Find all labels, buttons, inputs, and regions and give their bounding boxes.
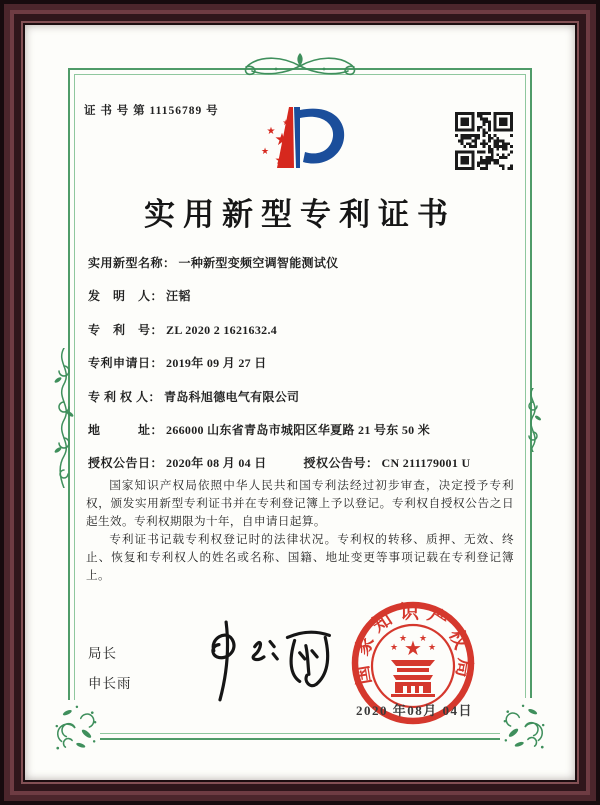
national-emblem-icon (372, 625, 454, 707)
field-value: ZL 2020 2 1621632.4 (166, 322, 278, 337)
field-value: 266000 山东省青岛市城阳区华夏路 21 号东 50 米 (166, 422, 431, 437)
field-row-filing-date (88, 357, 518, 370)
field-row-patent-no (88, 324, 518, 337)
svg-text:★: ★ (418, 634, 428, 644)
legal-paragraph-2: 专利证书记载专利权登记时的法律状况。专利权的转移、质押、无效、终止、恢复和专利权人的姓名或名称、国籍、地址变更等事项记载在专利登记簿上。 (86, 533, 514, 582)
field-value: 青岛科旭德电气有限公司 (164, 389, 300, 404)
svg-text:★: ★ (274, 130, 290, 150)
officer-block (88, 642, 132, 692)
qr-code (455, 112, 513, 170)
svg-text:★: ★ (282, 118, 290, 127)
legal-paragraph-1: 国家知识产权局依照中华人民共和国专利法经过初步审查，决定授予专利权，颁发实用新型专利证书并在专利登记簿上予以登记。专利权自授权公告之日起生效。专利权期限为十年，自申请日起算。 (86, 479, 514, 528)
certificate-number: 证 书 号 第 11156789 号 (84, 105, 219, 117)
field-value: 一种新型变频空调智能测试仪 (178, 256, 339, 270)
svg-text:★: ★ (260, 147, 270, 157)
field-row-name (88, 257, 518, 270)
field-label: 专 利 号： (88, 322, 164, 337)
seal-text: 国家知识产权局 (350, 602, 476, 686)
certificate-title: 实用新型专利证书 (144, 197, 456, 232)
field-label: 专利申请日： (88, 356, 164, 371)
field-row-grant (88, 457, 518, 470)
svg-text:★: ★ (389, 643, 399, 653)
svg-text:★: ★ (274, 153, 286, 167)
vine-left-ornament (52, 348, 76, 488)
vine-right-ornament (522, 388, 544, 452)
field-value: CN 211179001 U (381, 456, 471, 471)
floral-bottom-right-ornament (502, 702, 548, 752)
field-label: 授权公告日： (88, 456, 164, 471)
field-label: 发 明 人： (88, 289, 164, 304)
field-value: 2019年 09 月 27 日 (166, 356, 267, 371)
svg-text:★: ★ (398, 634, 408, 644)
field-label: 实用新型名称： (88, 256, 176, 270)
field-value: 2020年 08 月 04 日 (166, 456, 267, 471)
legal-text (86, 477, 514, 585)
svg-text:★: ★ (427, 643, 437, 653)
cnipa-logo-icon (253, 98, 353, 180)
floral-bottom-left-ornament (52, 704, 98, 752)
certificate-fields (88, 257, 518, 491)
field-label: 授权公告号： (303, 456, 379, 471)
field-value: 汪韬 (166, 289, 191, 304)
flourish-top-ornament (238, 52, 362, 80)
svg-text:★: ★ (266, 126, 276, 137)
field-row-inventor (88, 290, 518, 303)
svg-text:★: ★ (404, 636, 422, 660)
field-label: 专 利 权 人： (88, 389, 162, 404)
field-row-patentee (88, 391, 518, 404)
officer-name: 申长雨 (88, 676, 132, 691)
director-signature (192, 616, 342, 708)
field-label: 地 址： (88, 422, 164, 437)
officer-title: 局长 (88, 646, 117, 661)
grant-date-stamp: 2020 年08月 04日 (356, 703, 474, 718)
field-row-address (88, 424, 518, 437)
